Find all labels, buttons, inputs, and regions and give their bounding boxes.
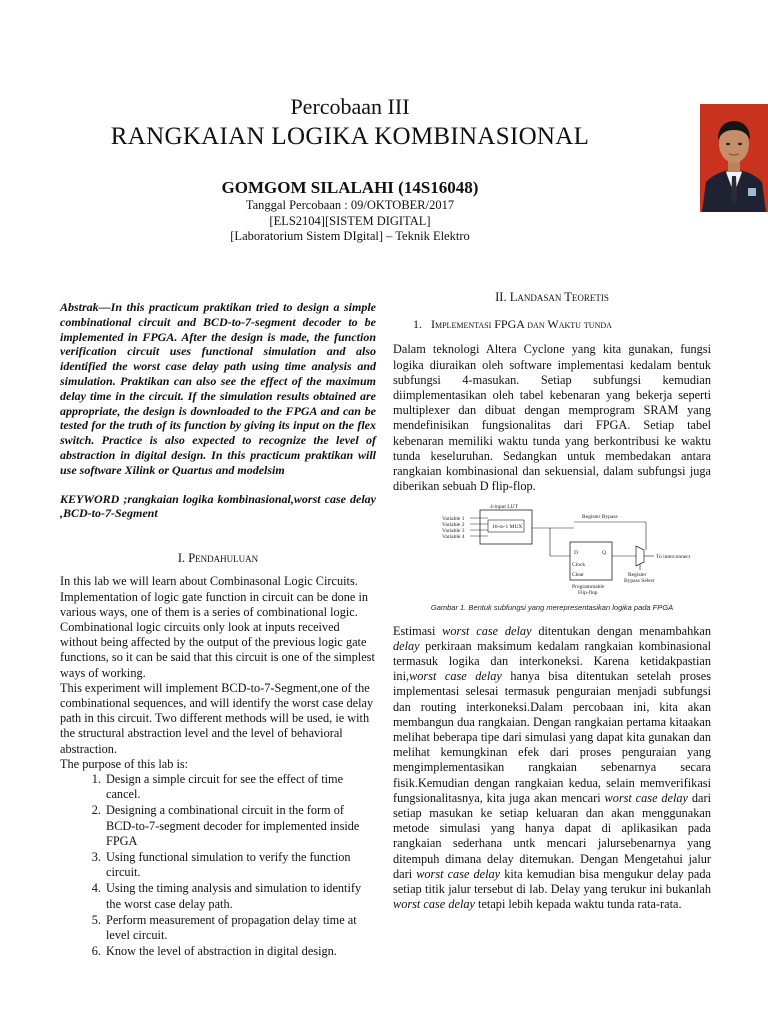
d-label: D <box>574 550 578 557</box>
section-title: Landasan Teoretis <box>509 290 609 304</box>
emphasis: worst case delay <box>393 897 475 912</box>
register-bypass-label: Register Bypass <box>582 514 618 521</box>
right-column <box>393 288 711 913</box>
section-heading-introduction <box>60 551 376 566</box>
laboratory-name: [Laboratorium Sistem DIgital] – Teknik Elektro <box>230 229 470 243</box>
emphasis: delay <box>393 638 420 653</box>
text-run: perkiraan maksimum kedalam rangkaian kombinasional termasuk logika dan interkoneksi. Karena ketidakpastian ini, <box>393 638 711 684</box>
mux-label: 16-to-1 MUX <box>492 524 523 531</box>
paper-title: RANGKAIAN LOGIKA KOMBINASIONAL <box>110 123 590 150</box>
figure-caption: Gambar 1. Bentuk subfungsi yang merepresentasikan logika pada FPGA <box>430 603 674 613</box>
programmable-label: Programmable <box>572 584 605 591</box>
list-item: 4. Using the timing analysis and simulation to identify the worst case delay path. <box>104 881 376 911</box>
text-run: tetapi lebih kepada waktu tunda rata-rata. <box>474 897 682 912</box>
emphasis: worst case delay <box>409 669 502 684</box>
intro-paragraph: In this lab we will learn about Combinasonal Logic Circuits. Implementation of logic gate function in circuit can be done in various ways, one of them is a series of combinational logic. Combinational logic circuits only look at inputs received without being affected by the output of the previous logic gate functions, so it can be said that this circuit is one of the simplest ways of working. <box>60 574 375 680</box>
figure-fpga-subfunction <box>432 502 691 597</box>
list-item: 3. Using functional simulation to verify the function circuit. <box>104 850 376 880</box>
variable-1-label: Variable 1 <box>442 516 465 523</box>
register-select-label: Register <box>628 572 647 579</box>
section-title: Pendahuluan <box>188 551 259 566</box>
list-item: 1. Design a simple circuit for see the effect of time cancel. <box>104 772 376 802</box>
left-column <box>60 288 376 960</box>
section-number: I. <box>177 551 186 566</box>
text-run: dari setiap masukan ke setiap keluaran dan akan menggunakan metode simulasi yang hanya dapat di aplikasikan pada rangkaian sederhana untk mencari jalursebenarnya yang ditempuh dimana delay ditemukan. Dengan Mengetahui jalur dari <box>393 790 711 881</box>
list-item: 2. Designing a combinational circuit in the form of BCD-to-7-segment decoder for implemented inside FPGA <box>104 803 376 849</box>
keywords: KEYWORD ;rangkaian logika kombinasional,worst case delay ,BCD-to-7-Segment <box>60 491 376 521</box>
text-run: ditentukan dengan menambahkan <box>531 623 711 638</box>
paper-header <box>60 94 640 245</box>
variable-2-label: Variable 2 <box>442 522 465 529</box>
experiment-number: Percobaan III <box>290 94 410 119</box>
text-run: hanya bisa ditentukan setelah proses implementasi selesai termasuk penguraian menjadi subfungsi dan routing interkoneksi.Dalam percobaan ini, kita akan membangun dua rangkaian. Dengan rangkaian pertama kitaakan melihat beberapa tipe dari simulasi yang dapat kita gunakan dan melihat kemungkinan efek dari proses penguraian yang mengimplementasikan rangkaian sebenarnya secara fisik.Kemudian dengan rangkaian kedua, selain memverifikasi fungsionalitasnya, kita juga akan mencari <box>393 669 711 805</box>
author-name: GOMGOM SILALAHI (14S16048) <box>221 178 479 197</box>
purpose-intro: The purpose of this lab is: <box>60 756 189 771</box>
emphasis: worst case delay <box>416 866 501 881</box>
text-run: kita kemudian bisa mengukur delay pada setiap titik jalur tersebut di lab. Delay yang terukur ini bukanlah <box>393 866 711 897</box>
delay-paragraph <box>393 624 711 913</box>
variable-3-label: Variable 3 <box>442 528 465 535</box>
q-label: Q <box>602 550 606 557</box>
emphasis: worst case delay <box>604 790 689 805</box>
subsection-title: Implementasi FPGA dan Waktu tunda <box>431 317 612 332</box>
bypass-select-label: Bypass Select <box>624 578 655 585</box>
lut-label: 4-input LUT <box>490 504 518 511</box>
course-code: [ELS2104][SISTEM DIGITAL] <box>269 213 431 228</box>
theory-paragraph: Dalam teknologi Altera Cyclone yang kita gunakan, fungsi logika diuraikan oleh software implementasi kedalam bentuk subfungsi 4-masukan. Setiap subfungsi kemudian diimplementasikan oleh tabel kebenaran yang bekerja seperti multiplexer dan dibuat dengan memprogram SRAM yang mendefinisikan fungsionalitas dari FPGA. Setiap tabel kebenaran memiliki waktu tunda yang berkontribusi ke waktu tunda keseluruhan. Sedangkan untuk membedakan antara rangkaian kombinasional dan sekuensial, dalam subfungsi juga diberikan sebuah D flip-flop. <box>393 342 711 494</box>
list-item: 5. Perform measurement of propagation delay time at level circuit. <box>104 913 376 943</box>
section-heading-theory <box>393 290 711 305</box>
list-item: 6. Know the level of abstraction in digital design. <box>104 944 376 959</box>
section-number: II. <box>495 290 507 304</box>
subsection-number: 1. <box>413 317 422 332</box>
variable-4-label: Variable 4 <box>442 534 465 541</box>
experiment-paragraph: This experiment will implement BCD-to-7-Segment,one of the combinational sequences, and will identify the worst case delay path in this circuit. Two different methods will be used, ie with the structural abstraction level and the level of behavioral abstraction. <box>60 680 374 756</box>
clear-label: Clear <box>572 572 584 579</box>
abstract-text: Abstrak—In this practicum praktikan tried to design a simple combinational circuit and BCD-to-7-segment decoder to be implemented in FPGA. After the design is made, the function verification circuit uses functional simulation and also identified the worst case delay path using time analysis and simulation. Praktikan can also see the effect of the maximum delay time in the circuit. If the simulation results obtained are appropriate, the design is downloaded to the FPGA and can be tested for the truth of its function by giving its input on the flex switch. Practice is also expected to recognize the level of abstraction in digital design. In this practicum praktikan will use software Xilink or Quartus and modelsim <box>60 300 376 477</box>
emphasis: worst case delay <box>442 623 532 638</box>
interconnect-label: To interconnect <box>656 554 691 561</box>
flip-flop-label: Flip-flop <box>578 590 598 597</box>
text-run: Estimasi <box>393 623 443 638</box>
experiment-date: Tanggal Percobaan : 09/OKTOBER/2017 <box>245 198 455 212</box>
subsection-heading <box>413 317 711 332</box>
purpose-list <box>60 772 376 959</box>
clock-label: Clock <box>572 562 586 569</box>
author-photo <box>700 104 768 212</box>
